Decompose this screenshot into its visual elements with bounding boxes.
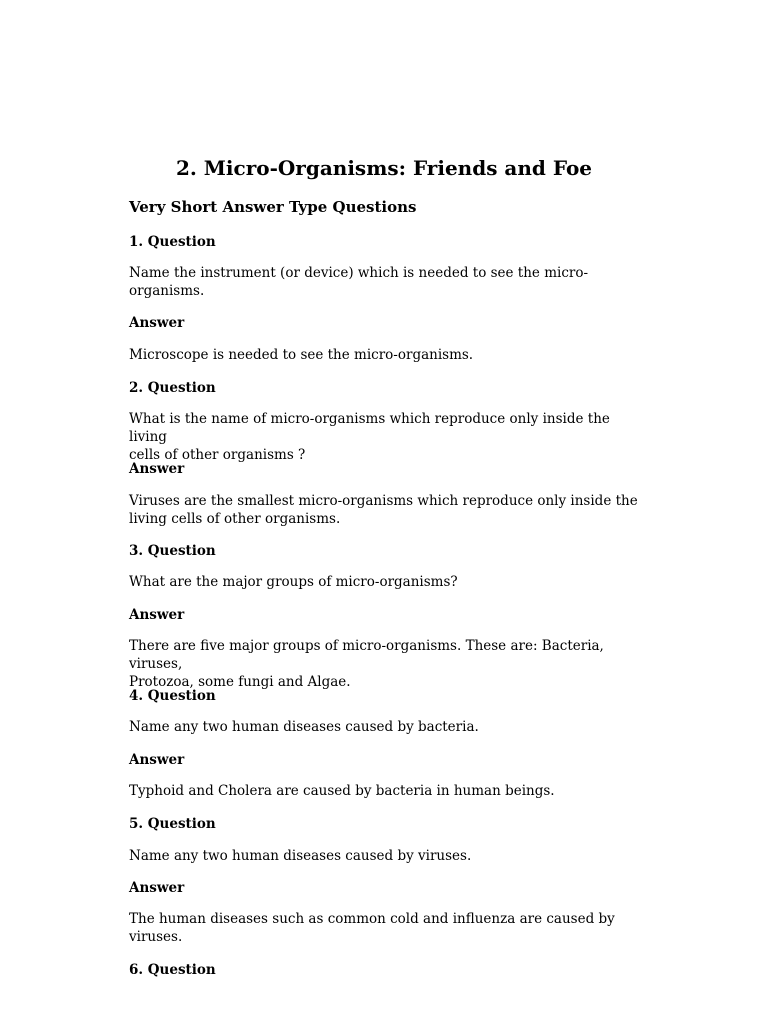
answer-label: Answer bbox=[129, 315, 185, 331]
text-line: There are five major groups of micro-organisms. These are: Bacteria, viruses, bbox=[129, 638, 604, 672]
answer-text bbox=[129, 346, 649, 364]
answer-label: Answer bbox=[129, 607, 185, 623]
text-line: Protozoa, some fungi and Algae. bbox=[129, 674, 351, 690]
text-line: viruses. bbox=[129, 929, 183, 945]
answer-label: Answer bbox=[129, 880, 185, 896]
question-label: 6. Question bbox=[129, 962, 216, 978]
question-text bbox=[129, 410, 649, 464]
question-text bbox=[129, 847, 649, 865]
question-text bbox=[129, 264, 649, 300]
page-title: 2. Micro-Organisms: Friends and Foe bbox=[175, 156, 593, 180]
text-line: What are the major groups of micro-organisms? bbox=[129, 574, 458, 590]
question-label: 5. Question bbox=[129, 816, 216, 832]
text-line: Name any two human diseases caused by bacteria. bbox=[129, 719, 479, 735]
answer-text bbox=[129, 782, 649, 800]
question-label: 2. Question bbox=[129, 380, 216, 396]
answer-label: Answer bbox=[129, 461, 185, 477]
text-line: organisms. bbox=[129, 283, 205, 299]
answer-label: Answer bbox=[129, 752, 185, 768]
question-text bbox=[129, 573, 649, 591]
text-line: living cells of other organisms. bbox=[129, 511, 341, 527]
text-line: Viruses are the smallest micro-organisms which reproduce only inside the bbox=[129, 493, 638, 509]
question-label: 3. Question bbox=[129, 543, 216, 559]
question-text bbox=[129, 718, 649, 736]
text-line: Name the instrument (or device) which is needed to see the micro- bbox=[129, 265, 589, 281]
text-line: Name any two human diseases caused by viruses. bbox=[129, 848, 472, 864]
question-label: 1. Question bbox=[129, 234, 216, 250]
answer-text bbox=[129, 492, 649, 528]
answer-text bbox=[129, 637, 649, 691]
text-line: The human diseases such as common cold and influenza are caused by bbox=[129, 911, 615, 927]
question-label: 4. Question bbox=[129, 688, 216, 704]
text-line: What is the name of micro-organisms which reproduce only inside the living bbox=[129, 411, 610, 445]
answer-text bbox=[129, 910, 649, 946]
text-line: Typhoid and Cholera are caused by bacteria in human beings. bbox=[129, 783, 555, 799]
section-heading: Very Short Answer Type Questions bbox=[129, 198, 417, 216]
text-line: Microscope is needed to see the micro-organisms. bbox=[129, 347, 474, 363]
text-line: cells of other organisms ? bbox=[129, 447, 306, 463]
